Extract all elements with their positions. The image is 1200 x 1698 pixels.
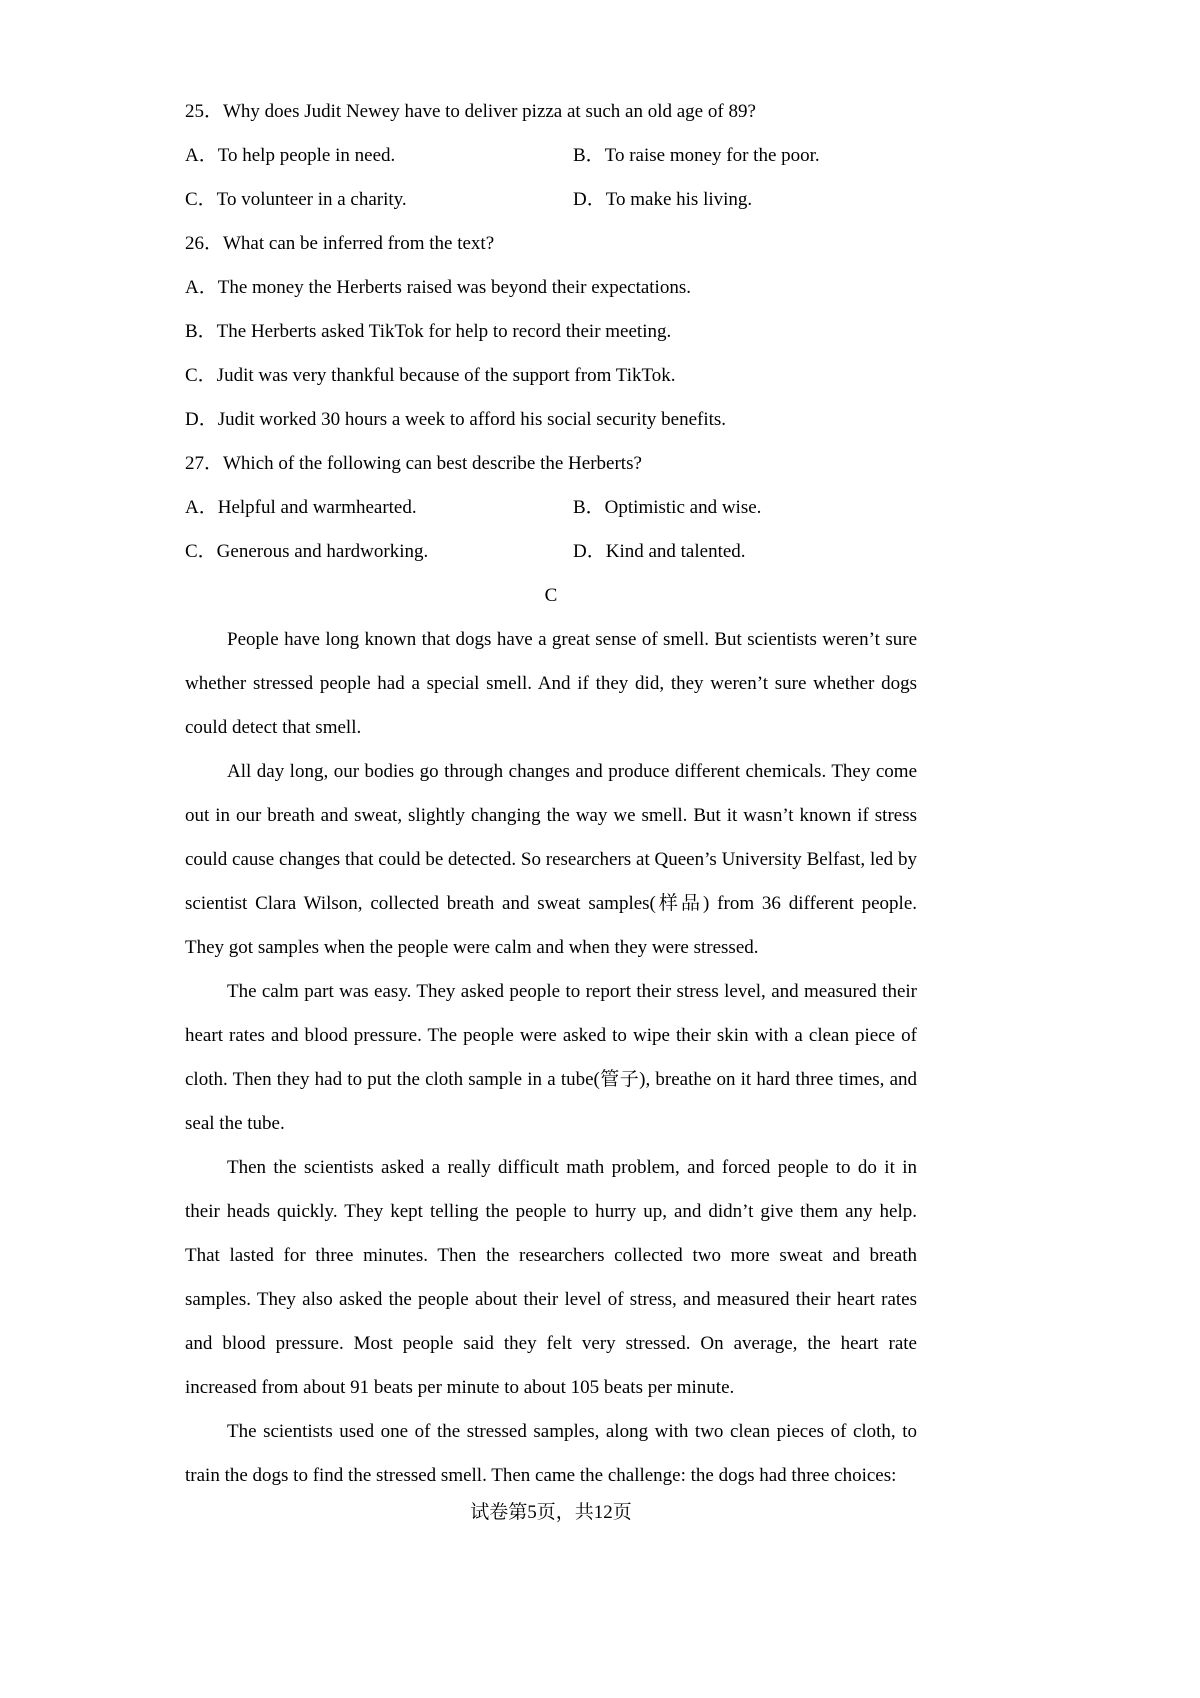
reading-passage (185, 618, 917, 1498)
question-block (185, 90, 917, 574)
passage-paragraph-5: The scientists used one of the stressed samples, along with two clean pieces of cloth, to train the dogs to find the stressed smell. Then came the challenge: the dogs had three choices: (185, 1421, 917, 1486)
question-26 (185, 222, 917, 442)
option-D: D．To make his living. (573, 189, 753, 210)
passage-paragraph-1: People have long known that dogs have a great sense of smell. But scientists weren’t sure whether stressed people had a special smell. And if they did, they weren’t sure whether dogs could detect that smell. (185, 629, 917, 738)
option-B: B．To raise money for the poor. (573, 145, 820, 166)
question-27 (185, 442, 917, 574)
option-D: D．Kind and talented. (573, 541, 746, 562)
option-A: A．Helpful and warmhearted. (185, 497, 417, 518)
passage-paragraph-2: All day long, our bodies go through changes and produce different chemicals. They come out in our breath and sweat, slightly changing the way we smell. But it wasn’t known if stress could cause changes that could be detected. So researchers at Queen’s University Belfast, led by scientist Clara Wilson, collected breath and sweat samples(样品) from 36 different people. They got samples when the people were calm and when they were stressed. (185, 761, 917, 958)
option-B: B．Optimistic and wise. (573, 497, 762, 518)
question-stem: 25．Why does Judit Newey have to deliver pizza at such an old age of 89? (185, 101, 756, 122)
page-footer: 试卷第5页，共12页 (470, 1502, 632, 1523)
options (185, 486, 917, 574)
passage-paragraph-3: The calm part was easy. They asked people to report their stress level, and measured their heart rates and blood pressure. The people were asked to wipe their skin with a clean piece of cloth. Then they had to put the cloth sample in a tube(管子), breathe on it hard three times, and seal the tube. (185, 981, 917, 1134)
option-B: B．The Herberts asked TikTok for help to record their meeting. (185, 321, 672, 342)
options (185, 134, 917, 222)
option-D: D．Judit worked 30 hours a week to afford his social security benefits. (185, 409, 727, 430)
question-stem: 26．What can be inferred from the text? (185, 233, 495, 254)
option-C: C．Generous and hardworking. (185, 541, 429, 562)
exam-content (185, 90, 917, 1498)
passage-section-label: C (544, 585, 558, 606)
question-stem: 27．Which of the following can best describe the Herberts? (185, 453, 642, 474)
options (185, 266, 917, 442)
passage-paragraph-4: Then the scientists asked a really difficult math problem, and forced people to do it in their heads quickly. They kept telling the people to hurry up, and didn’t give them any help. That lasted for three minutes. Then the researchers collected two more sweat and breath samples. They also asked the people about their level of stress, and measured their heart rates and blood pressure. Most people said they felt very stressed. On average, the heart rate increased from about 91 beats per minute to about 105 beats per minute. (185, 1157, 917, 1398)
option-A: A．To help people in need. (185, 145, 396, 166)
option-C: C．Judit was very thankful because of the support from TikTok. (185, 365, 676, 386)
option-C: C．To volunteer in a charity. (185, 189, 407, 210)
option-A: A．The money the Herberts raised was beyond their expectations. (185, 277, 691, 298)
question-25 (185, 90, 917, 222)
